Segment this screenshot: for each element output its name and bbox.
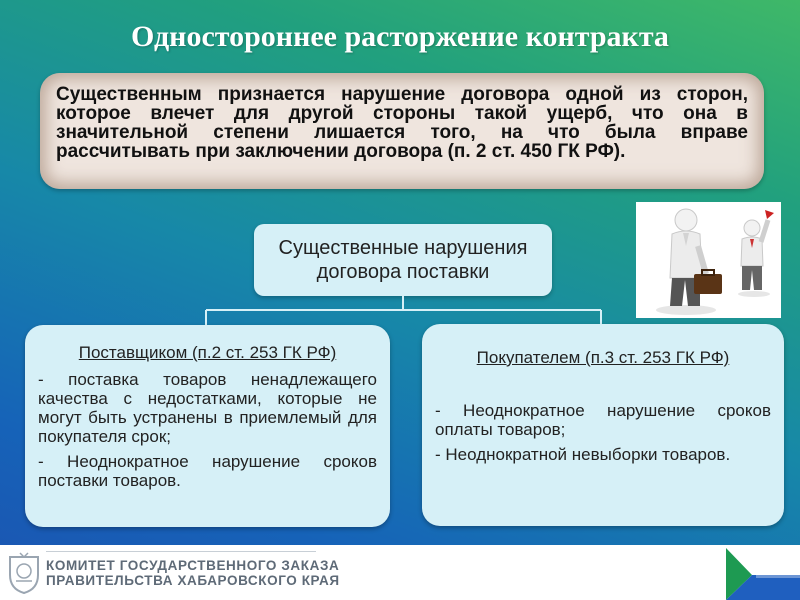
root-line-1: Существенные нарушения xyxy=(278,237,528,259)
branch-supplier xyxy=(25,325,390,527)
branch-buyer-item-2: - Неоднократной невыборки товаров. xyxy=(435,445,731,464)
root-line-2: договора поставки xyxy=(316,261,490,283)
branch-buyer xyxy=(422,324,784,526)
coat-of-arms-logo xyxy=(6,551,42,595)
slide-title: Одностороннее расторжение контракта xyxy=(131,20,669,53)
footer xyxy=(0,545,800,600)
footer-divider xyxy=(46,551,316,552)
footer-line-2: ПРАВИТЕЛЬСТВА ХАБАРОВСКОГО КРАЯ xyxy=(46,573,340,588)
flag-corner-icon xyxy=(726,545,800,600)
branch-supplier-item-2: - Неоднократное нарушение сроков поставки товаров. xyxy=(38,452,377,490)
definition-text: Существенным признается нарушение договора одной из сторон, которое влечет для другой стороны такой ущерб, что она в значительной степени лишается того, на что была вправе рассчитывать при заключении договора (п. 2 ст. 450 ГК РФ). xyxy=(56,84,748,162)
footer-org-name xyxy=(46,558,340,588)
branch-buyer-item-1: - Неоднократное нарушение сроков оплаты товаров; xyxy=(435,401,771,439)
branch-buyer-heading: Покупателем (п.3 ст. 253 ГК РФ) xyxy=(476,348,730,367)
branch-supplier-item-1: - поставка товаров ненадлежащего качества с недостатками, которые не могут быть устранены в приемлемый для покупателя срок; xyxy=(38,370,377,446)
branch-supplier-heading: Поставщиком (п.2 ст. 253 ГК РФ) xyxy=(78,343,337,362)
footer-line-1: КОМИТЕТ ГОСУДАРСТВЕННОГО ЗАКАЗА xyxy=(46,558,340,573)
people-briefcase-illustration xyxy=(636,202,781,318)
